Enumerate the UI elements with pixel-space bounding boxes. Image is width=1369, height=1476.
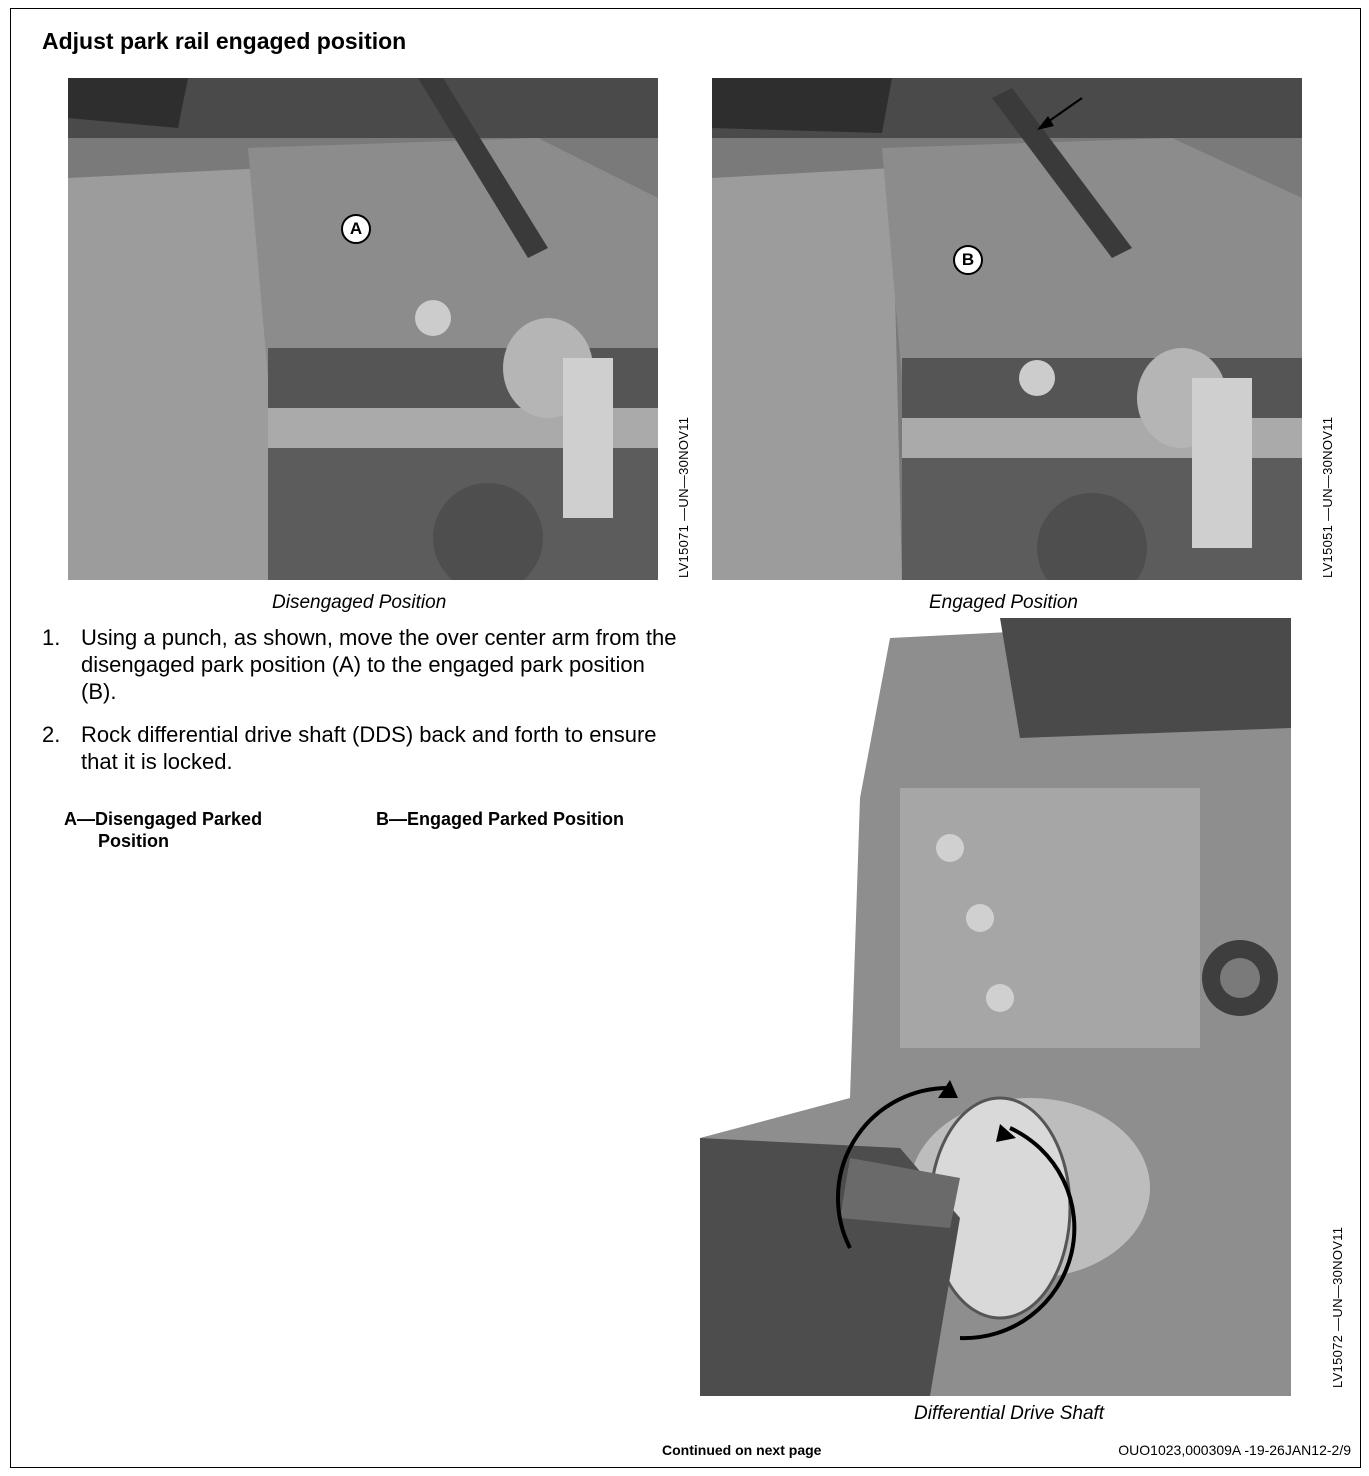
step-item <box>42 624 682 705</box>
step-item <box>42 721 682 775</box>
legend-a <box>64 808 344 852</box>
callout-a: A <box>341 214 371 244</box>
legend-b-key: B—Engaged Parked Position <box>376 809 625 829</box>
caption-disengaged-position: Disengaged Position <box>272 592 447 613</box>
legend-b <box>376 808 676 830</box>
continued-notice: Continued on next page <box>662 1442 822 1458</box>
caption-differential-drive-shaft: Differential Drive Shaft <box>914 1403 1105 1424</box>
page-title: Adjust park rail engaged position <box>42 28 407 54</box>
photo-differential-drive-shaft <box>700 618 1291 1396</box>
step-number: 2. <box>42 722 61 747</box>
step-number: 1. <box>42 625 61 650</box>
legend-a-key: A—Disengaged Parked <box>64 809 263 829</box>
figure-id-lv15072: LV15072 —UN—30NOV11 <box>1330 1226 1345 1388</box>
photo-disengaged-position <box>68 78 658 580</box>
caption-engaged-position: Engaged Position <box>929 592 1078 613</box>
document-reference: OUO1023,000309A -19-26JAN12-2/9 <box>1118 1442 1351 1458</box>
callout-b: B <box>953 245 983 275</box>
procedure-steps <box>42 624 682 791</box>
step-text: Rock differential drive shaft (DDS) back and forth to ensure that it is locked. <box>81 722 657 774</box>
figure-id-lv15071: LV15071 —UN—30NOV11 <box>676 416 691 578</box>
step-text: Using a punch, as shown, move the over center arm from the disengaged park position (A) to the engaged park position (B). <box>81 625 677 704</box>
figure-id-lv15051: LV15051 —UN—30NOV11 <box>1320 416 1335 578</box>
legend-a-continuation: Position <box>98 831 169 851</box>
photo-engaged-position <box>712 78 1302 580</box>
